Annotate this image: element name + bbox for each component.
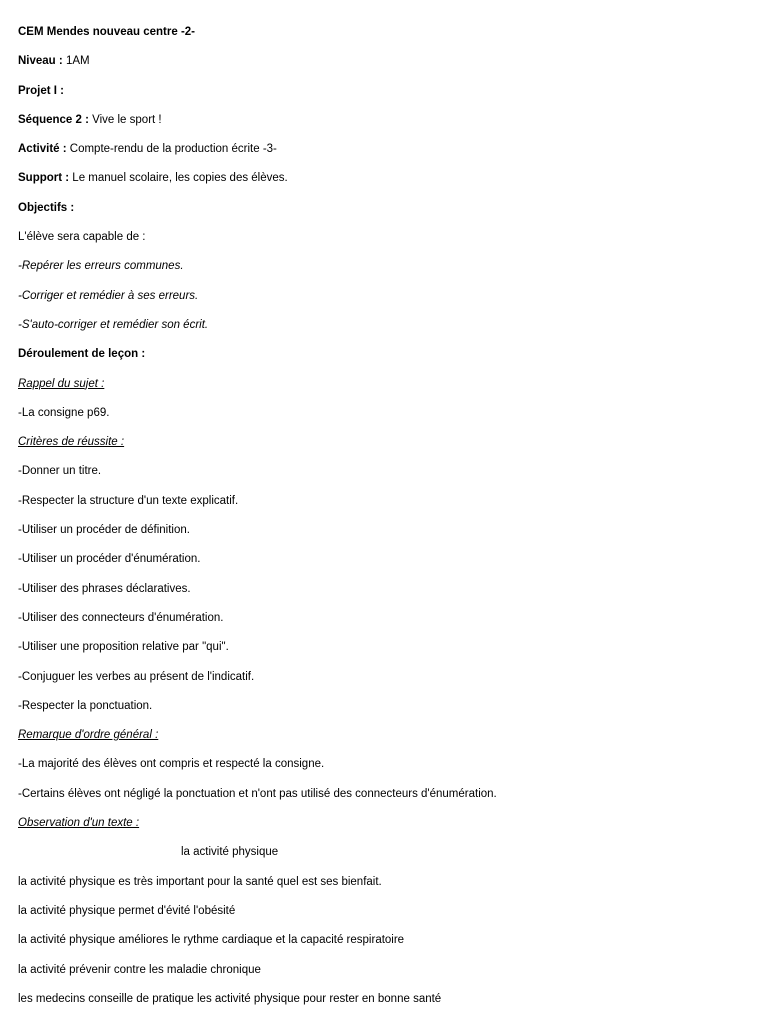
activite-value: Compte-rendu de la production écrite -3-: [66, 143, 277, 156]
deroulement-title: Déroulement de leçon :: [18, 348, 146, 361]
critere-item: -Respecter la structure d'un texte explicatif.: [18, 494, 239, 507]
observation-heading: Observation d'un texte :: [18, 817, 140, 830]
remarque-heading-line: [18, 725, 758, 754]
niveau-value: 1AM: [62, 55, 90, 68]
document-page: [18, 22, 758, 1018]
remarque-heading: Remarque d'ordre général :: [18, 729, 159, 742]
text-line: la activité physique permet d'évité l'obésité: [18, 904, 236, 917]
sequence-line: [18, 110, 758, 139]
objective-item: -S'auto-corriger et remédier son écrit.: [18, 318, 209, 331]
critere-item: -Respecter la ponctuation.: [18, 699, 153, 712]
deroulement-line: [18, 344, 758, 373]
remarque-item: -Certains élèves ont négligé la ponctuation et n'ont pas utilisé des connecteurs d'énumération.: [18, 787, 497, 800]
sequence-label: Séquence 2 :: [18, 113, 89, 126]
text-line: la activité physique es très important pour la santé quel est ses bienfait.: [18, 875, 382, 888]
text-line: la activité physique améliores le rythme cardiaque et la capacité respiratoire: [18, 934, 405, 947]
criteres-heading-line: [18, 432, 758, 461]
critere-item: -Conjuguer les verbes au présent de l'indicatif.: [18, 670, 255, 683]
niveau-line: [18, 51, 758, 80]
objective-item: -Corriger et remédier à ses erreurs.: [18, 289, 199, 302]
observation-heading-line: [18, 813, 758, 842]
text-line: les medecins conseille de pratique les activité physique pour rester en bonne santé: [18, 992, 442, 1005]
critere-item: -Utiliser des connecteurs d'énumération.: [18, 611, 224, 624]
critere-item: -Utiliser des phrases déclaratives.: [18, 582, 191, 595]
projet-label: Projet I :: [18, 84, 65, 97]
remarque-item: -La majorité des élèves ont compris et respecté la consigne.: [18, 758, 325, 771]
school-name-line: [18, 22, 758, 51]
critere-item: -Utiliser un procéder d'énumération.: [18, 553, 201, 566]
rappel-text: -La consigne p69.: [18, 406, 110, 419]
rappel-heading-line: [18, 374, 758, 403]
rappel-heading: Rappel du sujet :: [18, 377, 105, 390]
activite-line: [18, 139, 758, 168]
objectives-intro: L'élève sera capable de :: [18, 231, 146, 244]
niveau-label: Niveau :: [18, 55, 63, 68]
support-label: Support :: [18, 172, 70, 185]
objectifs-label: Objectifs :: [18, 201, 75, 214]
text-title: la activité physique: [181, 846, 279, 859]
school-name: CEM Mendes nouveau centre -2-: [18, 26, 196, 38]
objectifs-line: [18, 198, 758, 227]
criteres-heading: Critères de réussite :: [18, 436, 125, 449]
critere-item: -Utiliser une proposition relative par "qui".: [18, 641, 229, 654]
text-line: la activité prévenir contre les maladie chronique: [18, 963, 261, 976]
support-value: Le manuel scolaire, les copies des élèves.: [69, 172, 288, 185]
support-line: [18, 168, 758, 197]
activite-label: Activité :: [18, 143, 67, 156]
critere-item: -Utiliser un procéder de définition.: [18, 524, 190, 537]
critere-item: -Donner un titre.: [18, 465, 102, 478]
sequence-value: Vive le sport !: [88, 113, 162, 126]
objective-item: -Repérer les erreurs communes.: [18, 260, 184, 273]
projet-line: [18, 81, 758, 110]
